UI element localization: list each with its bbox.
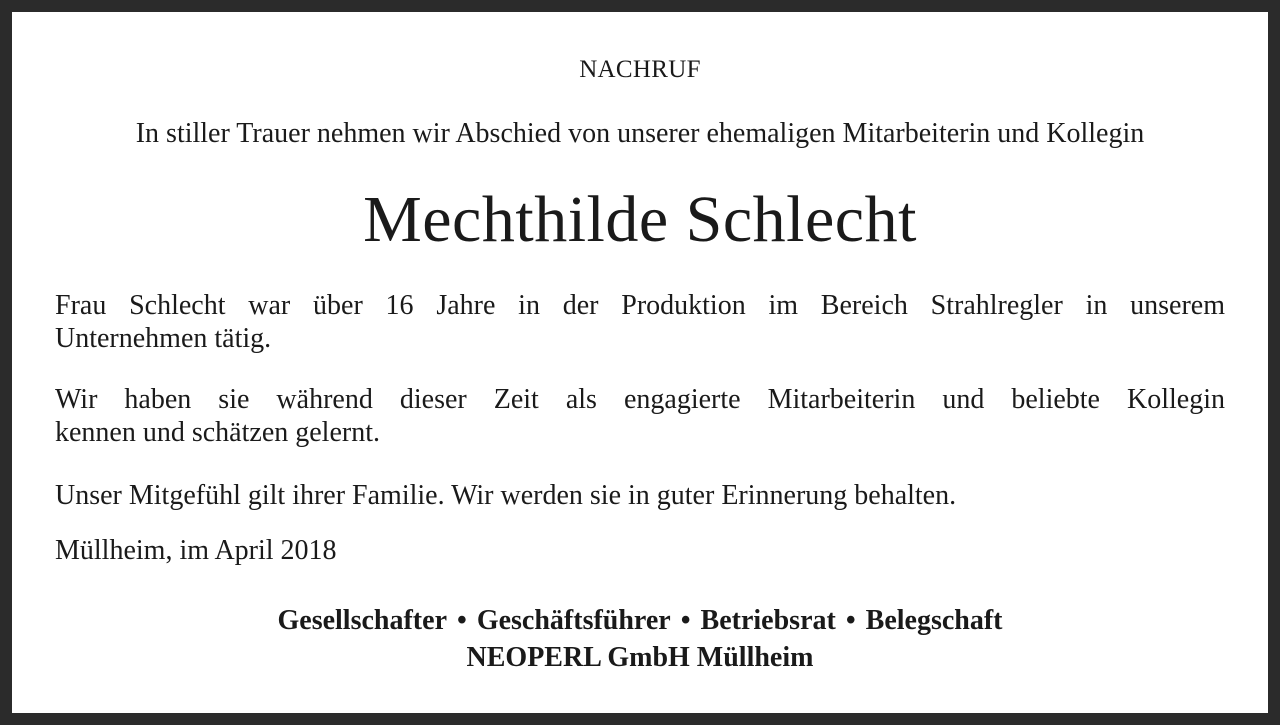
separator-bullet: • — [457, 605, 467, 636]
paragraph-condolence — [55, 479, 1225, 512]
notice-content — [55, 12, 1225, 713]
signers-line — [55, 605, 1225, 637]
obituary-notice — [12, 12, 1268, 713]
signer: Geschäftsführer — [476, 605, 671, 636]
paragraph-line: Unternehmen tätig. — [55, 323, 272, 354]
paragraph-line: Unser Mitgefühl gilt ihrer Familie. Wir werden sie in guter Erinnerung behalten. — [55, 480, 957, 511]
paragraph-line: kennen und schätzen gelernt. — [55, 417, 380, 448]
paragraph-line: Wir haben sie während dieser Zeit als engagierte Mitarbeiterin und beliebte Kollegin — [55, 384, 1225, 415]
company-name: NEOPERL GmbH Müllheim — [466, 642, 814, 673]
notice-heading: NACHRUF — [579, 56, 701, 83]
signer: Belegschaft — [865, 605, 1003, 636]
separator-bullet: • — [845, 605, 856, 636]
deceased-name: Mechthilde Schlecht — [363, 183, 917, 256]
place-date: Müllheim, im April 2018 — [55, 535, 337, 566]
paragraph-appreciation — [55, 383, 1225, 449]
signer: Betriebsrat — [700, 605, 836, 636]
separator-bullet: • — [680, 605, 691, 636]
paragraph-tenure — [55, 289, 1225, 355]
signer: Gesellschafter — [277, 605, 447, 636]
intro-text: In stiller Trauer nehmen wir Abschied von unserer ehemaligen Mitarbeiterin und Kollegin — [135, 118, 1145, 149]
paragraph-line: Frau Schlecht war über 16 Jahre in der Produktion im Bereich Strahlregler in unserem — [55, 290, 1225, 321]
